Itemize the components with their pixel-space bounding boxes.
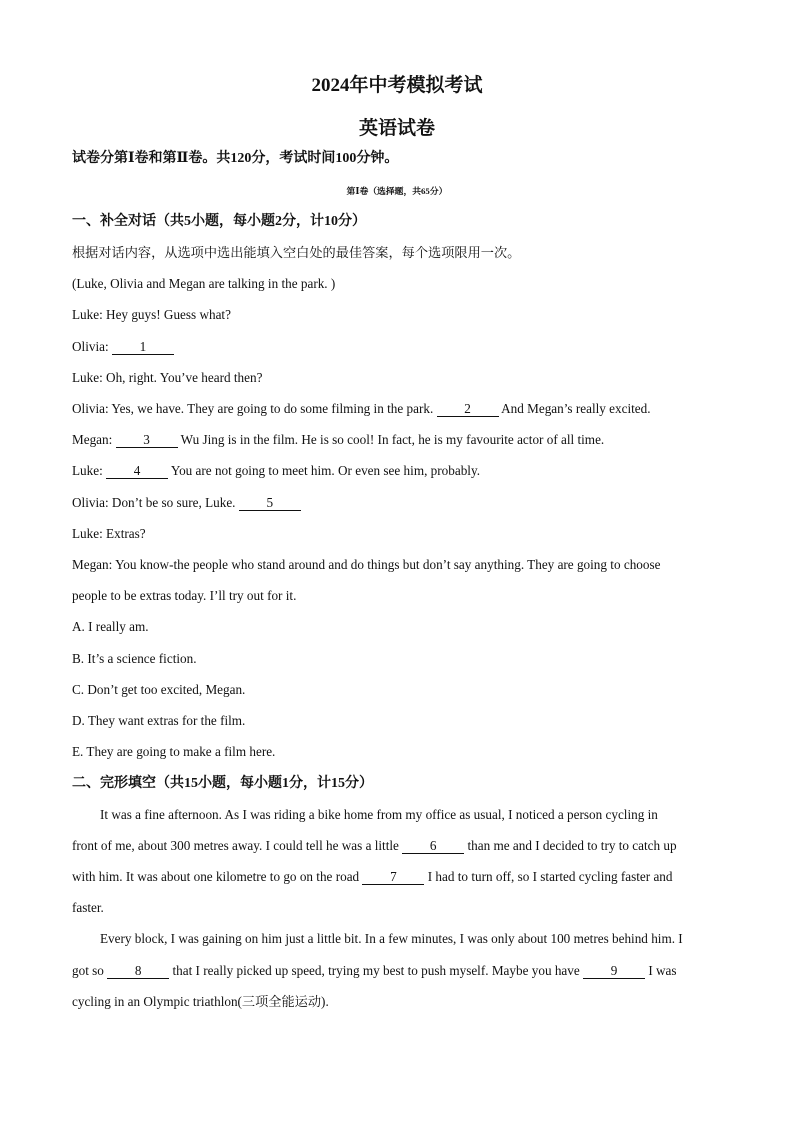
option-c: C. Don’t get too excited, Megan.: [72, 682, 246, 697]
answer-blank-8[interactable]: 8: [107, 964, 169, 979]
passage-line: faster.: [72, 900, 104, 915]
option-e: E. They are going to make a film here.: [72, 744, 276, 759]
passage-text: I was: [645, 963, 677, 978]
dialogue-text: Olivia: Yes, we have. They are going to do some filming in the park.: [72, 401, 437, 416]
passage-text: I had to turn off, so I started cycling faster and: [424, 869, 673, 884]
dialogue-text: Olivia: Don’t be so sure, Luke.: [72, 495, 239, 510]
option-a: A. I really am.: [72, 619, 149, 634]
answer-blank-3[interactable]: 3: [116, 433, 178, 448]
dialogue-line: [72, 462, 480, 480]
dialogue-setting: (Luke, Olivia and Megan are talking in the park. ): [72, 276, 336, 291]
dialogue-line: Megan: You know-the people who stand around and do things but don’t say anything. They are going to choose: [72, 557, 661, 572]
dialogue-line: [72, 400, 651, 418]
passage-line: It was a fine afternoon. As I was riding a bike home from my office as usual, I noticed a person cycling in: [100, 807, 658, 822]
answer-blank-1[interactable]: 1: [112, 340, 174, 355]
answer-blank-9[interactable]: 9: [583, 964, 645, 979]
answer-blank-6[interactable]: 6: [402, 839, 464, 854]
part1-title: 第Ⅰ卷（选择题，共65分）: [346, 186, 448, 196]
option-d: D. They want extras for the film.: [72, 713, 246, 728]
section1-heading: 一、补全对话（共5小题，每小题2分，计10分）: [72, 214, 366, 229]
section1-instruction: 根据对话内容，从选项中选出能填入空白处的最佳答案，每个选项限用一次。: [72, 245, 521, 260]
answer-blank-4[interactable]: 4: [106, 464, 168, 479]
answer-blank-2[interactable]: 2: [437, 402, 499, 417]
passage-text: that I really picked up speed, trying my best to push myself. Maybe you have: [169, 963, 584, 978]
dialogue-text: You are not going to meet him. Or even see him, probably.: [168, 463, 480, 478]
passage-line: cycling in an Olympic triathlon(三项全能运动).: [72, 994, 329, 1009]
option-b: B. It’s a science fiction.: [72, 651, 197, 666]
exam-notice: 试卷分第Ⅰ卷和第Ⅱ卷。共120分，考试时间100分钟。: [72, 151, 399, 166]
exam-subtitle: 英语试卷: [358, 118, 435, 139]
passage-line: [72, 962, 677, 980]
exam-title: 2024年中考模拟考试: [311, 75, 483, 96]
passage-text: got so: [72, 963, 108, 978]
passage-text: than me and I decided to try to catch up: [464, 838, 677, 853]
passage-line: [72, 868, 672, 886]
passage-text: with him. It was about one kilometre to go on the road: [72, 869, 363, 884]
dialogue-line: Luke: Oh, right. You’ve heard then?: [72, 370, 263, 385]
dialogue-line: [72, 494, 301, 512]
section2-heading: 二、完形填空（共15小题，每小题1分，计15分）: [72, 776, 373, 791]
speaker-text: Megan:: [72, 432, 116, 447]
dialogue-text: Wu Jing is in the film. He is so cool! In fact, he is my favourite actor of all time.: [177, 432, 605, 447]
passage-text: front of me, about 300 metres away. I could tell he was a little: [72, 838, 403, 853]
dialogue-line: [72, 338, 174, 356]
passage-line: Every block, I was gaining on him just a little bit. In a few minutes, I was only about 100 metres behind him. I: [100, 931, 683, 946]
dialogue-line: Luke: Extras?: [72, 526, 146, 541]
passage-line: [72, 837, 677, 855]
dialogue-line: people to be extras today. I’ll try out for it.: [72, 588, 297, 603]
answer-blank-5[interactable]: 5: [239, 496, 301, 511]
dialogue-line: Luke: Hey guys! Guess what?: [72, 307, 231, 322]
dialogue-text: And Megan’s really excited.: [498, 401, 651, 416]
speaker-text: Luke:: [72, 463, 107, 478]
dialogue-line: [72, 431, 604, 449]
answer-blank-7[interactable]: 7: [362, 870, 424, 885]
speaker-text: Olivia:: [72, 339, 112, 354]
